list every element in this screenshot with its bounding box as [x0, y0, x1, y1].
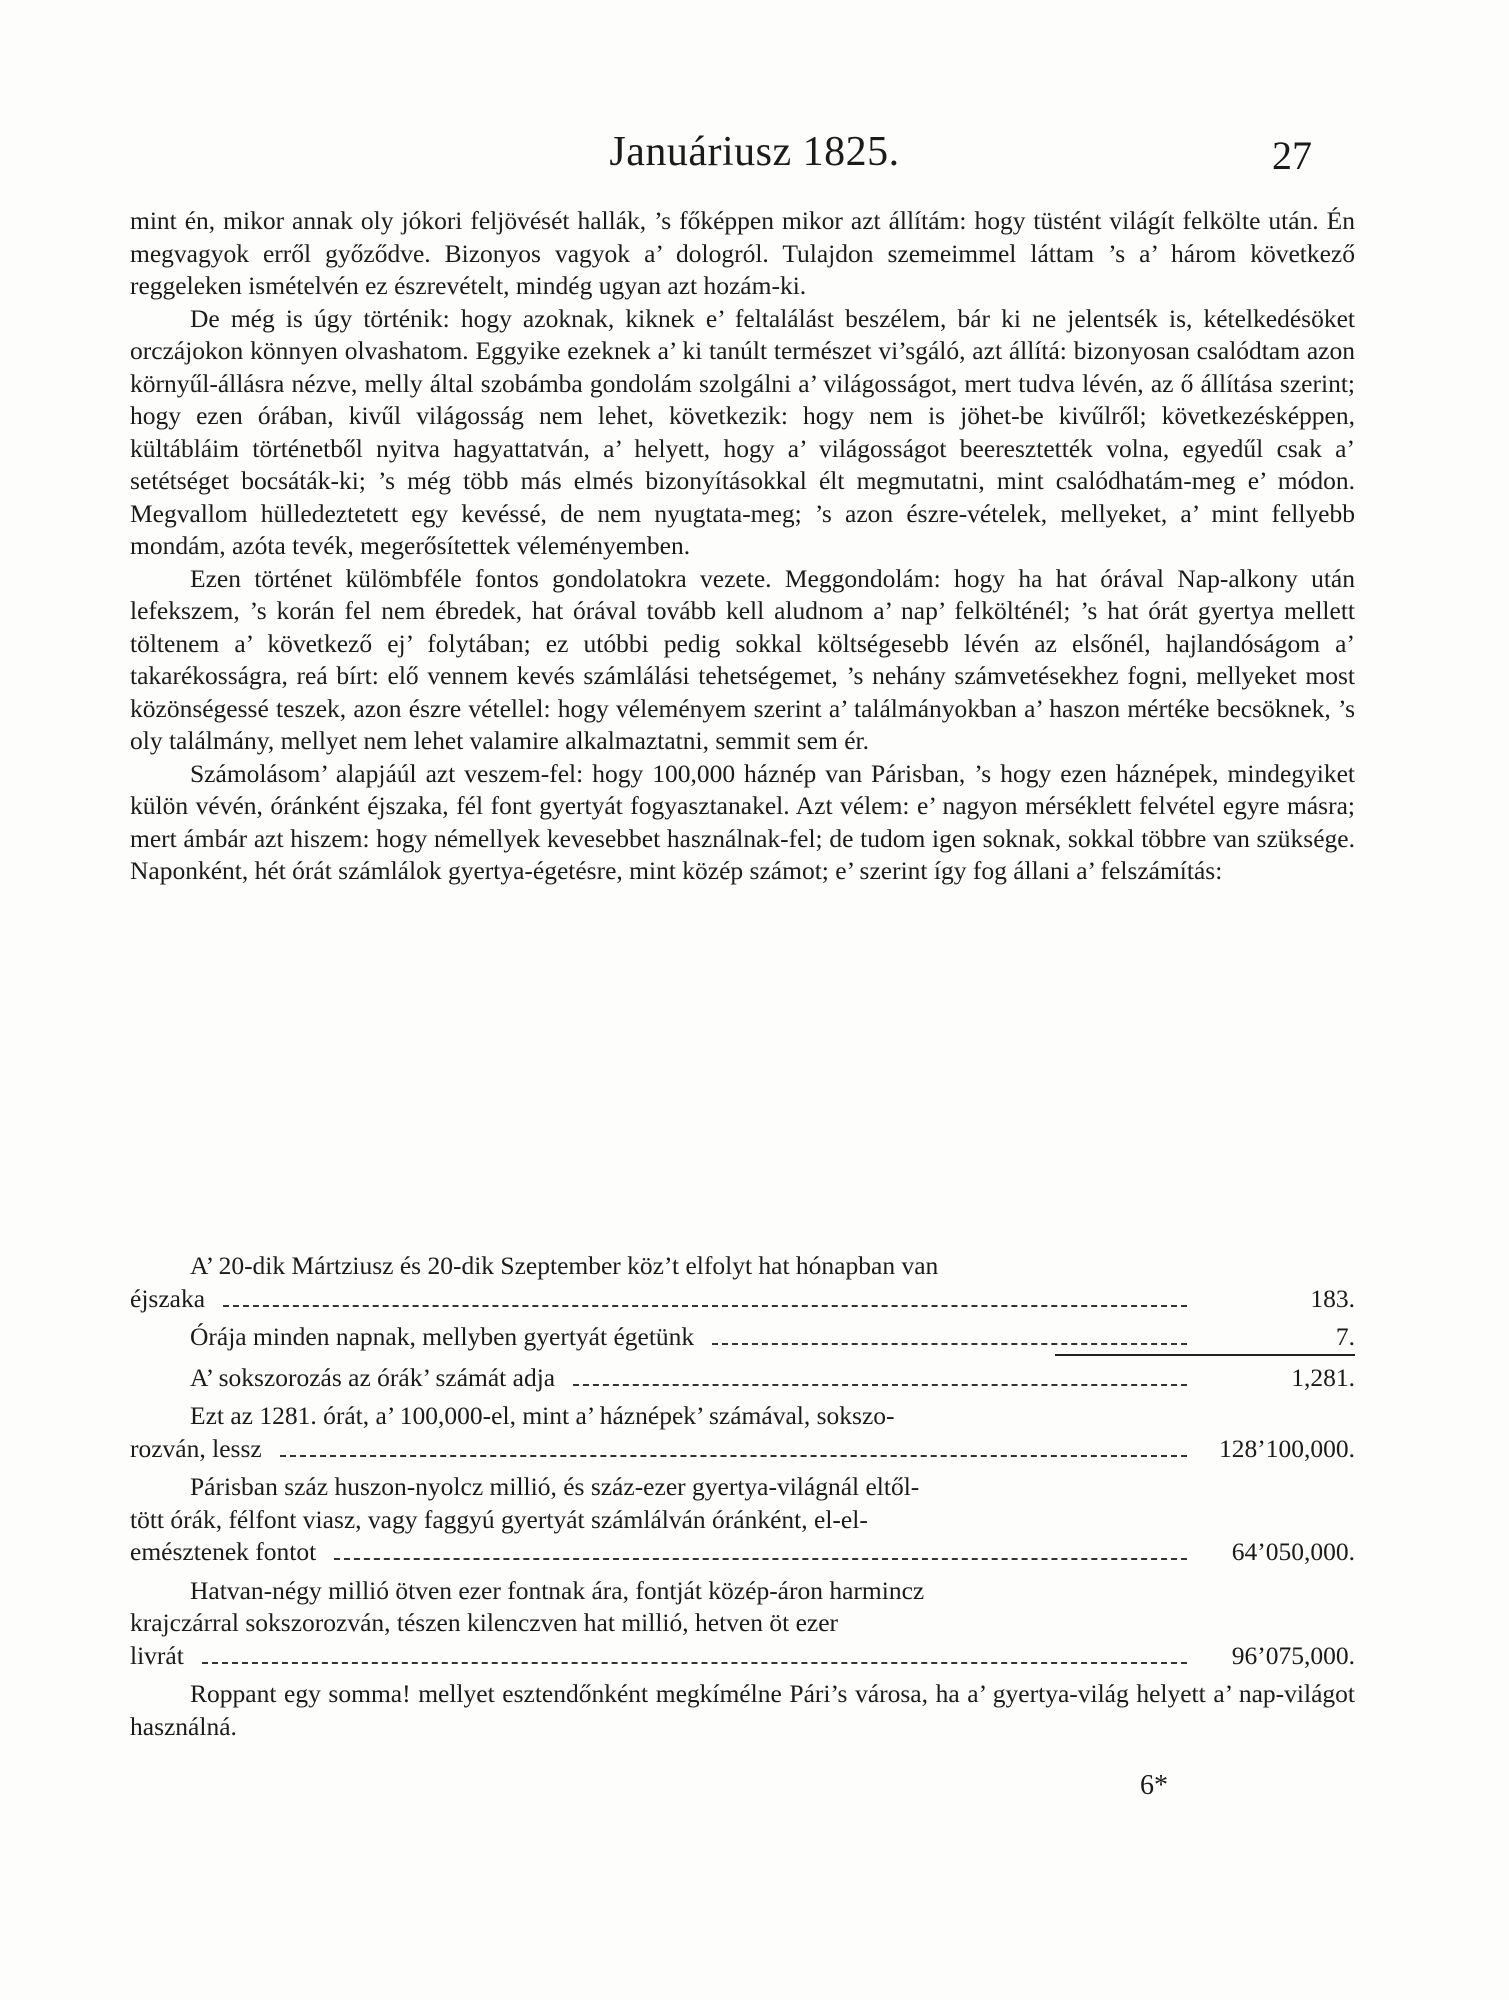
- calc-text: livrát: [130, 1640, 184, 1670]
- closing-paragraph: Roppant egy somma! mellyet esztendőnként megkímélne Pári’s városa, ha a’ gyertya-világ helyett a’ nap-világot használná.: [130, 1679, 1355, 1741]
- paragraph: Ezen történet külömbféle fontos gondolatokra vezete. Meggondolám: hogy ha hat órával Nap-alkony után lefekszem, ’s korán fel nem ébredek, hat órával tovább kell aludnom a’ nap’ felkölténél; ’s hat órát gyertya mellett töltenem a’ következő ej’ folytában; ez utóbbi pedig sokkal költségesebb lévén az elsőnél, hajlandóságom a’ takarékosságra, reá bírt: elő vennem kevés számlálási tehetségemet, ’s nehány számvetésekhez fogni, mellyeket most közönségessé teszek, azon észre vétellel: hogy véleményem szerint a’ találmányokban a’ haszon mértéke becsöknek, ’s oly találmány, mellyet nem lehet valamire alkalmaztatni, semmit sem ér.: [130, 563, 1355, 755]
- sum-rule: [1055, 1354, 1355, 1356]
- calc-text: tött órák, félfont viasz, vagy faggyú gyertyát számlálván óránként, el-el-: [130, 1504, 868, 1534]
- calc-text: A’ 20-dik Mártziusz és 20-dik Szeptember köz’t elfolyt hat hónapban van: [190, 1251, 939, 1280]
- leader-dashes: [712, 1343, 1187, 1345]
- leader-dashes: [280, 1455, 1187, 1457]
- calc-row: [130, 1400, 1355, 1465]
- calc-row: [130, 1471, 1355, 1569]
- calc-row: [130, 1321, 1355, 1356]
- calc-value: 7.: [1335, 1322, 1355, 1351]
- calc-text: Ezt az 1281. órát, a’ 100,000-el, mint a’ háznépek’ számával, sokszo-: [190, 1401, 895, 1430]
- calc-row: [130, 1575, 1355, 1673]
- leader-dashes: [573, 1384, 1187, 1386]
- calc-value: 1,281.: [1291, 1362, 1355, 1392]
- paragraph: Számolásom’ alapjáúl azt veszem-fel: hogy 100,000 háznép van Párisban, ’s hogy ezen háznépek, mindegyiket külön vévén, óránként éjszaka, fél font gyertyát fogyasztanakel. Azt vélem: e’ nagyon mérséklett felvétel egyre másra; mert ámbár azt hiszem: hogy némellyek kevesebbet használnak-fel; de tudom igen soknak, sokkal többre van szüksége. Naponként, hét órát számlálok gyertya-égetésre, mint közép számot; e’ szerint így fog állani a’ felszámítás:: [130, 758, 1355, 885]
- calc-row: [130, 1250, 1355, 1315]
- signature-mark: 6*: [1140, 1770, 1168, 1801]
- page-number: 27: [1272, 133, 1312, 178]
- paragraph: De még is úgy történik: hogy azoknak, kiknek e’ feltalálást beszélem, bár ki ne jelentsék is, kételkedésöket orczájokon könnyen olvashatom. Eggyike ezeknek a’ ki tanúlt természet vi’sgáló, azt állítá: bizonyosan csalódtam azon környűl-állásra nézve, melly által szobámba gondolám szolgálni a’ világosságot, mert tudva lévén, az ő állítása szerint; hogy ezen órában, kivűl világosság nem lehet, következik: hogy nem is jöhet-be kivűlről; következésképpen, kültábláim történetből nyitva hagyattatván, a’ helyett, hogy a’ világosságot beeresztették volna, egyedűl csak a’ setétséget bocsáták-ki; ’s még több más elmés bizonyításokkal élt megmutatni, mint csalódhatám-meg e’ módon. Megvallom hülledeztetett egy kevéssé, de nem nyugtata-meg; ’s azon észre-vételek, mellyeket, a’ mint fellyebb mondám, azóta tevék, megerősítettek véleményemben.: [130, 303, 1355, 560]
- calc-text: Órája minden napnak, mellyben gyertyát égetünk: [190, 1322, 695, 1351]
- calc-value: 128’100,000.: [1219, 1433, 1355, 1463]
- calc-value: 64’050,000.: [1231, 1537, 1355, 1566]
- leader-dashes: [223, 1305, 1187, 1307]
- calc-value: 183.: [1310, 1283, 1355, 1313]
- calculation-table: [130, 1250, 1355, 1743]
- calc-row: [130, 1362, 1355, 1395]
- calc-value: 96’075,000.: [1231, 1640, 1355, 1670]
- calc-text: rozván, lessz: [130, 1433, 262, 1463]
- body-text: [130, 205, 1355, 888]
- calc-text: emésztenek fontot: [130, 1537, 317, 1566]
- paragraph: mint én, mikor annak oly jókori feljövését hallák, ’s főképpen mikor azt állítám: hogy tüstént világít felkölte után. Én megvagyok erről győződve. Bizonyos vagyok a’ dologról. Tulajdon szemeimmel láttam ’s a’ három következő reggeleken ismételvén ez észrevételt, mindég ugyan azt hozám-ki.: [130, 206, 1355, 300]
- calc-text: krajczárral sokszorozván, tészen kilenczven hat millió, hetven öt ezer: [130, 1608, 839, 1637]
- calc-text: Hatvan-négy millió ötven ezer fontnak ára, fontját közép-áron harmincz: [190, 1575, 925, 1605]
- leader-dashes: [202, 1662, 1187, 1664]
- calc-text: A’ sokszorozás az órák’ számát adja: [190, 1362, 556, 1392]
- leader-dashes: [334, 1558, 1187, 1560]
- calc-text: éjszaka: [130, 1283, 206, 1313]
- page-title: Januáriusz 1825.: [609, 129, 900, 175]
- calc-text: Párisban száz huszon-nyolcz millió, és száz-ezer gyertya-világnál eltől-: [190, 1472, 920, 1501]
